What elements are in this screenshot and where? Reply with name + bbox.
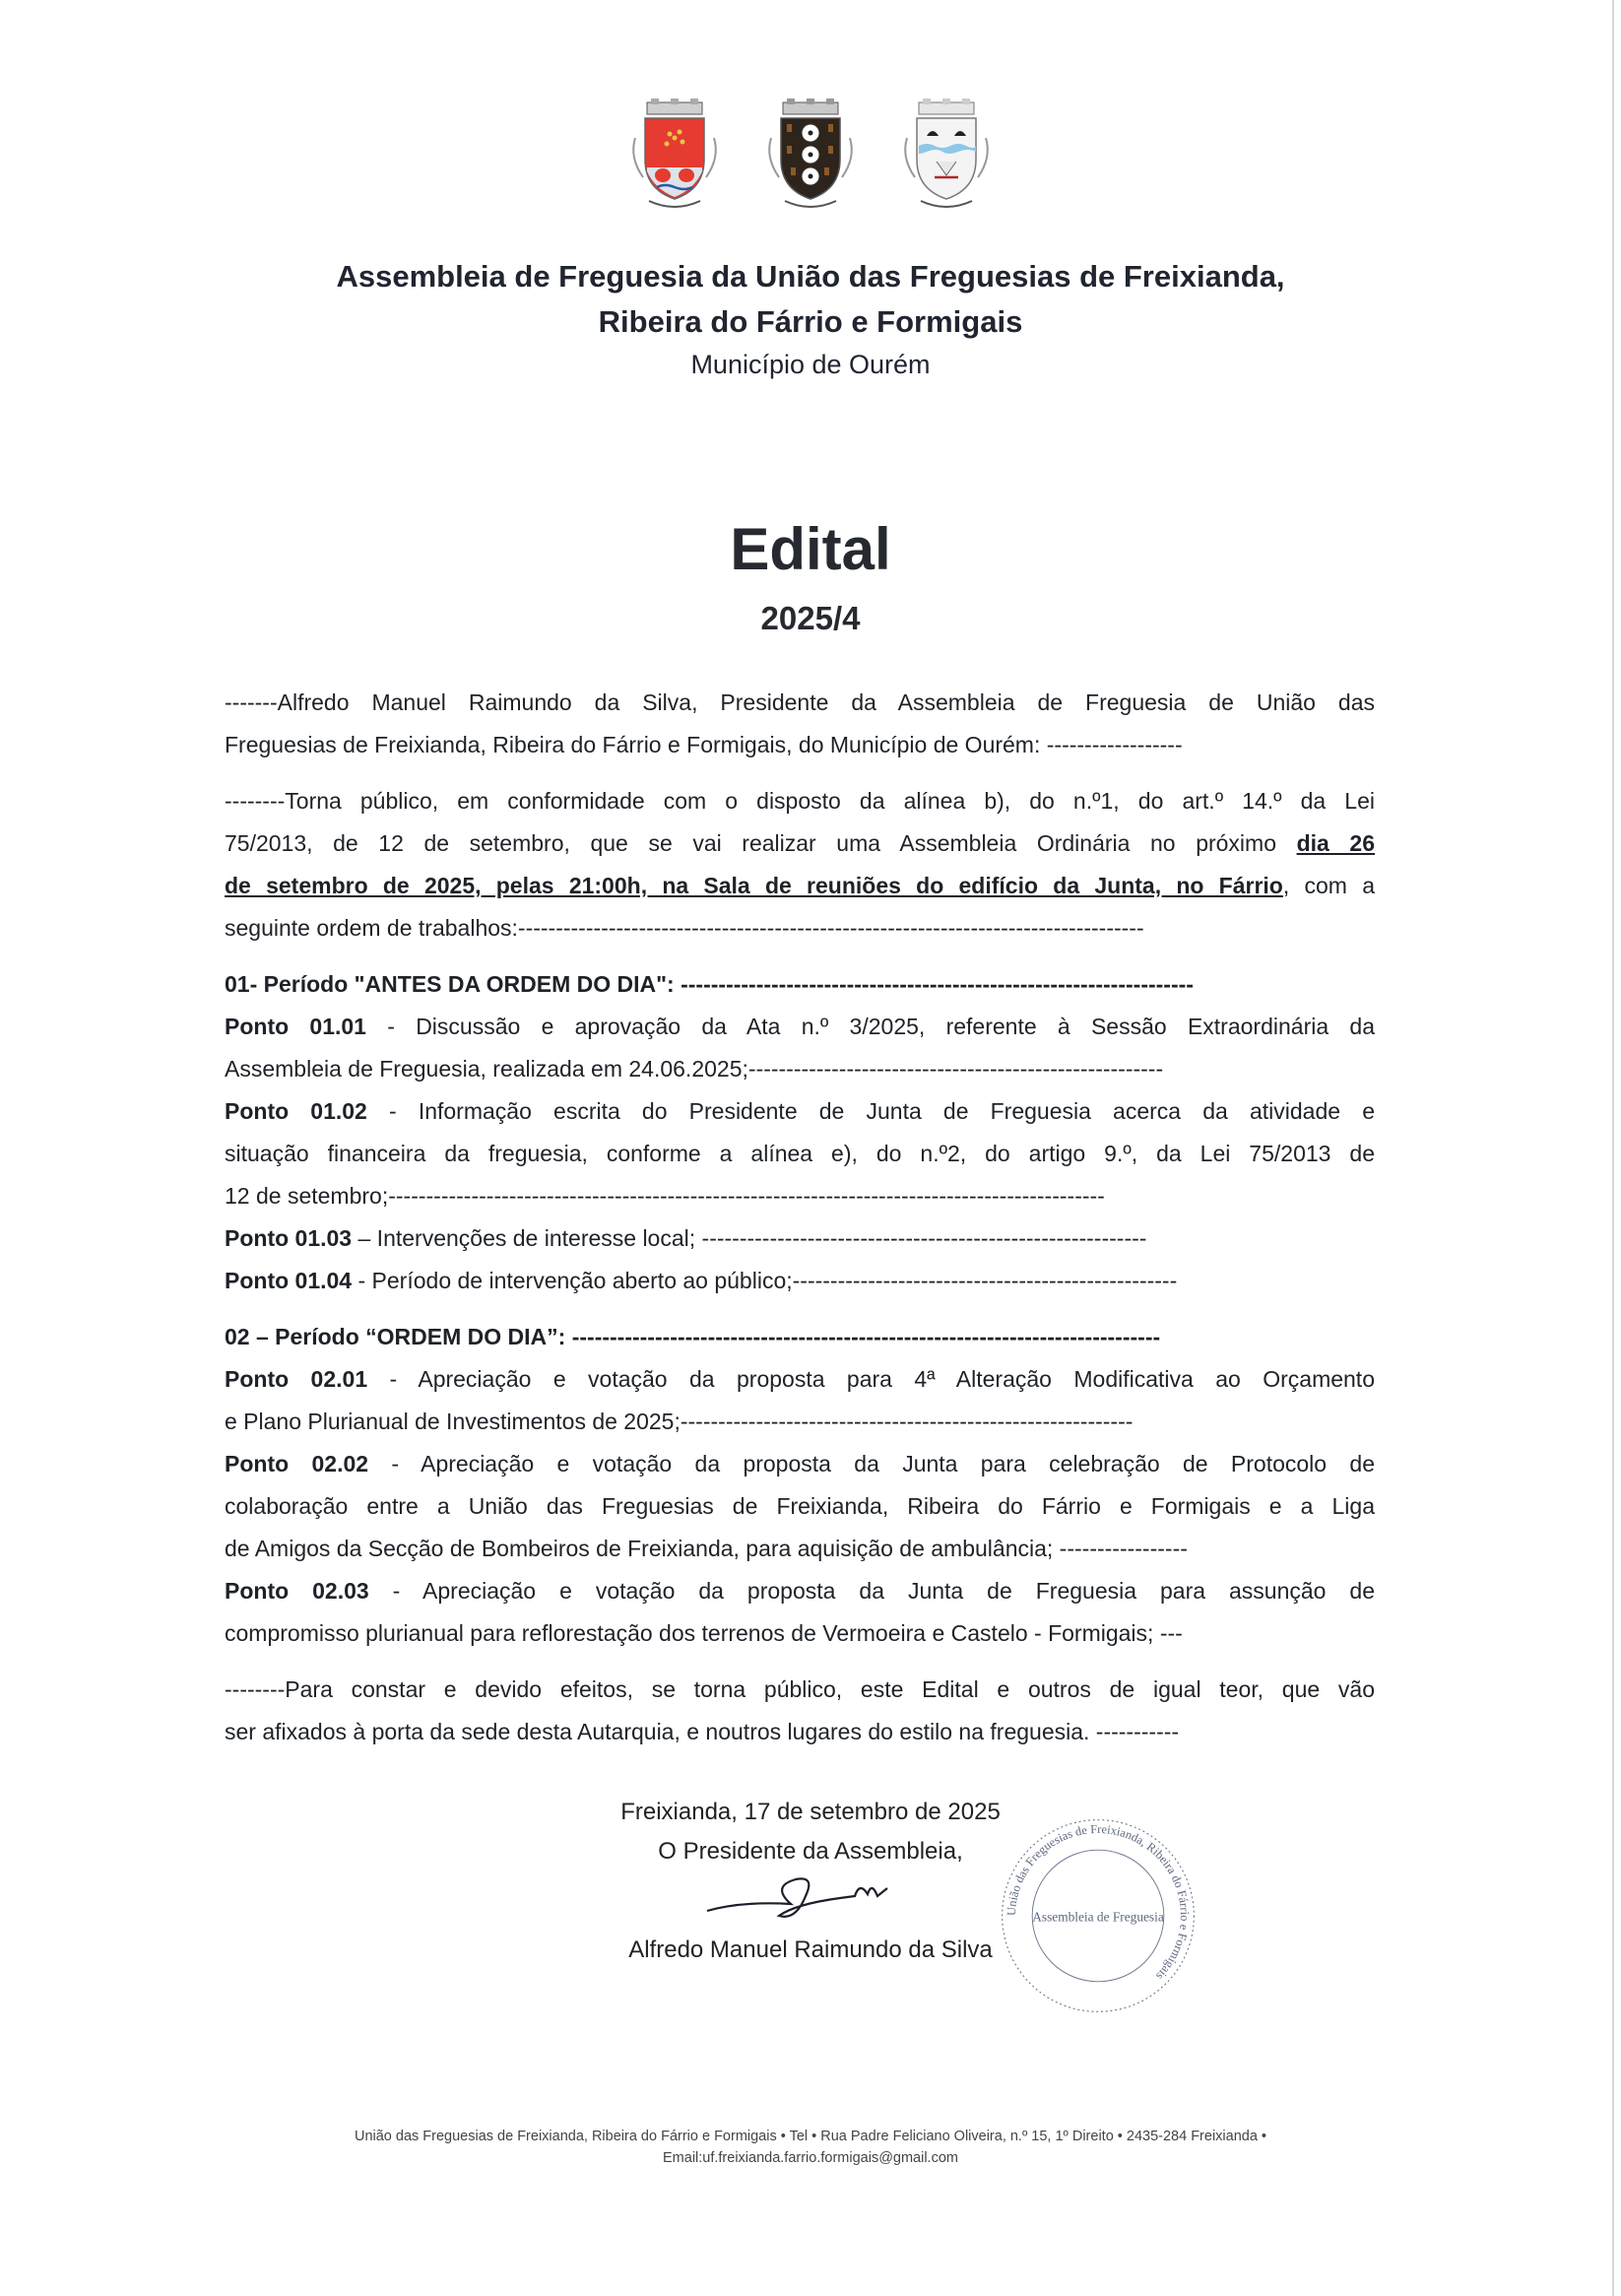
footer xyxy=(0,2126,1621,2169)
stamp-center-text: Assembleia de Freguesia xyxy=(1032,1909,1164,1925)
handwritten-signature-icon xyxy=(702,1871,919,1927)
agenda-item-code: Ponto 02.02 xyxy=(225,1451,369,1476)
agenda-item-code: Ponto 01.04 xyxy=(225,1268,353,1293)
place-date: Freixianda, 17 de setembro de 2025 xyxy=(620,1799,1001,1825)
header-parishes: Ribeira do Fárrio e Formigais xyxy=(598,304,1023,339)
agenda-item-code: Ponto 02.03 xyxy=(225,1578,369,1604)
agenda-item-text: 12 de setembro;----------------------------------------------------------------------------------------------- xyxy=(225,1183,1105,1209)
agenda-item-text: - Período de intervenção aberto ao público;--------------------------------------------------- xyxy=(357,1268,1178,1293)
agenda-period-1 xyxy=(225,963,1375,1302)
announcement-text: , com a xyxy=(1282,873,1375,898)
agenda-item-text: compromisso plurianual para reflorestação dos terrenos de Vermoeira e Castelo - Formigais; --- xyxy=(225,1620,1183,1646)
freixianda-crest-icon xyxy=(625,98,724,217)
agenda-item-line xyxy=(225,1090,1375,1133)
agenda-item-text: – Intervenções de interesse local; ----------------------------------------------------------- xyxy=(357,1225,1147,1251)
document-body xyxy=(225,682,1375,1753)
agenda-item-line xyxy=(225,1217,1375,1260)
period-2-heading xyxy=(225,1316,1375,1358)
agenda-item-text: situação financeira da freguesia, conforme a alínea e), do n.º2, do artigo 9.º, da Lei 75/2013 de xyxy=(225,1141,1375,1166)
agenda-item-code: Ponto 01.03 xyxy=(225,1225,353,1251)
document-title: Edital xyxy=(730,516,891,582)
agenda-period-1-items xyxy=(225,1006,1375,1302)
ribeira-do-farrio-crest-icon xyxy=(761,98,860,217)
agenda-item-code: Ponto 01.01 xyxy=(225,1014,366,1039)
agenda-item-line xyxy=(225,1443,1375,1485)
official-stamp-icon xyxy=(995,1812,1201,2019)
announcement-line: --------Torna público, em conformidade com o disposto da alínea b), do n.º1, do art.º 14.º da Lei xyxy=(225,788,1375,814)
agenda-item-line xyxy=(225,1485,1375,1528)
agenda-item-text: - Apreciação e votação da proposta para 4ª Alteração Modificativa ao Orçamento xyxy=(389,1366,1375,1392)
edital-number: 2025/4 xyxy=(760,600,861,636)
agenda-item-text: Assembleia de Freguesia, realizada em 24.06.2025;------------------------------------------------------- xyxy=(225,1056,1164,1082)
agenda-item-line xyxy=(225,1175,1375,1217)
agenda-item-line xyxy=(225,1612,1375,1655)
agenda-item-line xyxy=(225,1358,1375,1401)
announcement-line: seguinte ordem de trabalhos:----------------------------------------------------------------------------------- xyxy=(225,915,1144,941)
footer-address: União das Freguesias de Freixianda, Ribeira do Fárrio e Formigais • Tel • Rua Padre Feliciano Oliveira, n.º 15, 1º Direito • 2435-284 Freixianda • xyxy=(354,2129,1267,2144)
intro-line: -------Alfredo Manuel Raimundo da Silva, Presidente da Assembleia de Freguesia de União das xyxy=(225,689,1375,715)
meeting-date-emphasis: dia 26 xyxy=(1296,830,1375,856)
signature-block xyxy=(0,1793,1621,1970)
coat-of-arms-row xyxy=(0,98,1621,227)
agenda-item-text: - Apreciação e votação da proposta da Junta para celebração de Protocolo de xyxy=(391,1451,1376,1476)
header-municipality: Município de Ourém xyxy=(690,350,931,379)
agenda-item-line xyxy=(225,1570,1375,1612)
intro-line: Freguesias de Freixianda, Ribeira do Fárrio e Formigais, do Município de Ourém: ------------------ xyxy=(225,732,1183,757)
period-title: 02 – Período “ORDEM DO DIA”: xyxy=(225,1324,572,1349)
header-assembly-name: Assembleia de Freguesia da União das Freguesias de Freixianda, xyxy=(336,259,1285,294)
signatory-role: O Presidente da Assembleia, xyxy=(658,1838,963,1865)
intro-paragraph xyxy=(225,682,1375,766)
period-dashes: ------------------------------------------------------------------------------ xyxy=(571,1324,1161,1349)
signatory-name: Alfredo Manuel Raimundo da Silva xyxy=(628,1936,993,1963)
meeting-details-emphasis: de setembro de 2025, pelas 21:00h, na Sala de reuniões do edifício da Junta, no Fárrio xyxy=(225,873,1283,898)
agenda-item-line xyxy=(225,1006,1375,1048)
agenda-period-2 xyxy=(225,1316,1375,1655)
agenda-item-text: - Informação escrita do Presidente de Junta de Freguesia acerca da atividade e xyxy=(389,1098,1375,1124)
agenda-item-text: colaboração entre a União das Freguesias de Freixianda, Ribeira do Fárrio e Formigais e a Liga xyxy=(225,1493,1375,1519)
signature-area xyxy=(0,1793,1621,2039)
signature-space xyxy=(0,1871,1621,1931)
agenda-period-2-items xyxy=(225,1358,1375,1655)
agenda-item-line xyxy=(225,1401,1375,1443)
period-1-heading xyxy=(225,963,1375,1006)
period-dashes: -------------------------------------------------------------------- xyxy=(681,971,1194,997)
closing-paragraph xyxy=(225,1669,1375,1753)
agenda-item-line xyxy=(225,1260,1375,1302)
period-title: 01- Período "ANTES DA ORDEM DO DIA": xyxy=(225,971,681,997)
agenda-item-code: Ponto 01.02 xyxy=(225,1098,367,1124)
agenda-item-line xyxy=(225,1048,1375,1090)
announcement-text: 75/2013, de 12 de setembro, que se vai realizar uma Assembleia Ordinária no próximo xyxy=(225,830,1297,856)
announcement-line xyxy=(225,822,1375,865)
agenda-item-text: - Discussão e aprovação da Ata n.º 3/2025, referente à Sessão Extraordinária da xyxy=(387,1014,1375,1039)
closing-line: --------Para constar e devido efeitos, se torna público, este Edital e outros de igual teor, que vão xyxy=(225,1676,1375,1702)
agenda-item-text: - Apreciação e votação da proposta da Junta de Freguesia para assunção de xyxy=(392,1578,1376,1604)
agenda-item-text: de Amigos da Secção de Bombeiros de Freixianda, para aquisição de ambulância; ----------------- xyxy=(225,1536,1188,1561)
closing-line: ser afixados à porta da sede desta Autarquia, e noutros lugares do estilo na freguesia. ----------- xyxy=(225,1719,1180,1744)
footer-email: Email:uf.freixianda.farrio.formigais@gmail.com xyxy=(663,2150,958,2166)
agenda-item-line xyxy=(225,1133,1375,1175)
agenda-item-code: Ponto 02.01 xyxy=(225,1366,368,1392)
stamp-ring-text: União das Freguesias de Freixianda, Ribeira do Fárrio e Formigais xyxy=(1004,1821,1193,1984)
announcement-paragraph xyxy=(225,780,1375,950)
agenda-item-text: e Plano Plurianual de Investimentos de 2025;------------------------------------------------------------ xyxy=(225,1409,1134,1434)
agenda-item-line xyxy=(225,1528,1375,1570)
formigais-crest-icon xyxy=(897,98,996,217)
announcement-line xyxy=(225,865,1375,907)
